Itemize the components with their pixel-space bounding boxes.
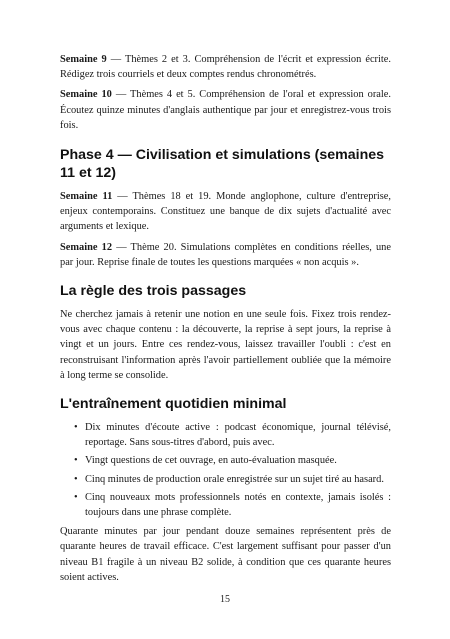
page-body	[60, 52, 391, 590]
phase-4-heading: Phase 4 — Civilisation et simulations (semaines 11 et 12)	[60, 147, 385, 182]
week-9-paragraph	[60, 52, 391, 82]
week-10-paragraph	[60, 87, 391, 133]
page-number: 15	[220, 594, 230, 605]
week-12-paragraph	[60, 240, 391, 270]
week-10-label: Semaine 10	[60, 89, 112, 101]
list-item-text: Cinq nouveaux mots professionnels notés en contexte, jamais isolés : toujours dans une phrase complète.	[85, 491, 391, 519]
bullet-icon: •	[74, 473, 78, 485]
list-item-text: Dix minutes d'écoute active : podcast économique, journal télévisé, reportage. Sans sous-titres d'abord, puis avec.	[85, 422, 391, 449]
week-10-text: — Thèmes 4 et 5. Compréhension de l'oral et expression orale. Écoutez quinze minutes d'anglais authentique par jour et enregistrez-vous trois fois.	[60, 89, 391, 131]
daily-list	[60, 420, 391, 520]
week-11-paragraph	[60, 189, 391, 235]
list-item-text: Vingt questions de cet ouvrage, en auto-évaluation masquée.	[85, 455, 337, 467]
week-9-label: Semaine 9	[60, 54, 107, 65]
rule-paragraph: Ne cherchez jamais à retenir une notion en une seule fois. Fixez trois rendez-vous avec chaque contenu : la découverte, la reprise à sept jours, la reprise à vingt et un jours. Entre ces rendez-vous, laissez travailler l'oubli : c'est en reconstruisant l'information après l'avoir partiellement oubliée que la mémoire à long terme se consolide.	[60, 309, 391, 381]
daily-heading: L'entraînement quotidien minimal	[60, 396, 287, 413]
week-12-label: Semaine 12	[60, 241, 113, 253]
week-11-label: Semaine 11	[60, 191, 113, 203]
closing-paragraph: Quarante minutes par jour pendant douze semaines représentent près de quarante heures de travail efficace. C'est largement suffisant pour passer d'un niveau B1 fragile à un niveau B2 solide, à condition que ces quarante heures soient actives.	[60, 526, 391, 583]
list-item-text: Cinq minutes de production orale enregistrée sur un sujet tiré au hasard.	[85, 473, 384, 485]
list-item	[74, 453, 391, 468]
bullet-icon: •	[74, 491, 78, 503]
list-item	[74, 490, 391, 520]
list-item	[74, 420, 391, 450]
week-12-text: — Thème 20. Simulations complètes en conditions réelles, une par jour. Reprise finale de toutes les questions marquées « non acquis ».	[60, 241, 391, 268]
list-item	[74, 472, 391, 487]
week-9-text: — Thèmes 2 et 3. Compréhension de l'écrit et expression écrite. Rédigez trois courriels et deux comptes rendus chronométrés.	[60, 54, 392, 81]
week-11-text: — Thèmes 18 et 19. Monde anglophone, culture d'entreprise, enjeux contemporains. Constituez une banque de dix sujets d'actualité avec arguments et lexique.	[60, 191, 391, 233]
bullet-icon: •	[74, 455, 78, 467]
bullet-icon: •	[74, 422, 78, 434]
rule-heading: La règle des trois passages	[60, 283, 247, 300]
